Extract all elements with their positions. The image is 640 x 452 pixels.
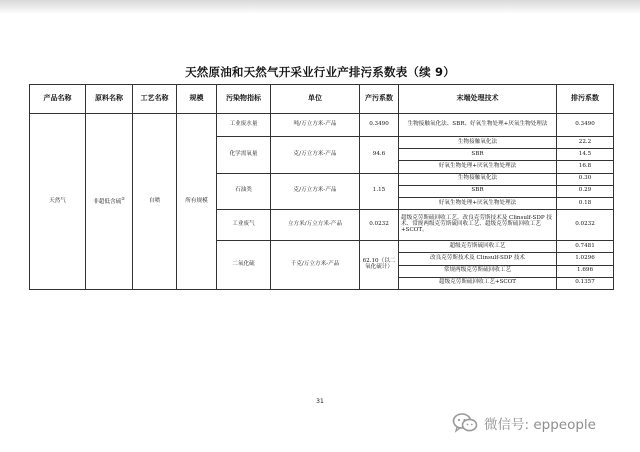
header-material: 原料名称 (86, 85, 133, 114)
treatment-tech: 超级克劳斯硫回收工艺+SCOT (399, 277, 557, 289)
treatment-tech: 改良克劳斯技术及 Clinsulf-SDP 技术 (399, 253, 557, 265)
process-cell: 自喷 (133, 114, 177, 290)
scale-cell: 所有规模 (177, 114, 217, 290)
treatment-tech: 生物接触氧化法 (399, 173, 557, 185)
wechat-logo-icon (452, 412, 478, 434)
pollutant-indicator: 石油类 (217, 173, 271, 210)
emission-factor: 0.29 (557, 185, 614, 197)
header-scale: 规模 (177, 85, 217, 114)
header-pollutant: 污染物指标 (217, 85, 271, 114)
emission-factor: 22.2 (557, 137, 614, 149)
header-treatment: 末端处理技术 (399, 85, 557, 114)
emission-factor: 16.8 (557, 161, 614, 173)
page-top-shadow (0, 0, 640, 14)
watermark-text: 微信号: eppeople (484, 417, 596, 433)
treatment-tech: 好氧生物处理+厌氧生物处理法 (399, 161, 557, 173)
page-number: 31 (316, 398, 324, 405)
emission-factor: 1.696 (557, 265, 614, 277)
treatment-tech: 超级克劳斯硫回收工艺 (399, 241, 557, 253)
treatment-tech: SBR (399, 185, 557, 197)
header-gen-factor: 产污系数 (360, 85, 399, 114)
material-cell (86, 114, 133, 290)
pollutant-indicator: 化学需氧量 (217, 137, 271, 174)
emission-factor: 0.7481 (557, 241, 614, 253)
product-cell: 天然气 (30, 114, 86, 290)
emission-factor: 0.18 (557, 197, 614, 209)
table-title: 天然原油和天然气开采业行业产排污系数表（续 9） (185, 65, 455, 79)
pollutant-gen-factor: 0.3490 (360, 114, 399, 137)
header-unit: 单位 (271, 85, 360, 114)
pollutant-unit: 克/万立方米-产品 (271, 173, 360, 210)
watermark (452, 411, 596, 435)
pollutant-indicator: 工业废气 (217, 210, 271, 241)
pollutant-indicator: 工业废水量 (217, 114, 271, 137)
material-text: 非超低含硫 (93, 198, 122, 205)
emission-factor: 0.1357 (557, 277, 614, 289)
emission-factor: 0.30 (557, 173, 614, 185)
treatment-tech: 超级克劳斯硫回收工艺、改良克劳斯技术及 Clinsulf-SDP 技术、常规两级克劳斯硫回收工艺、超级克劳斯硫回收工艺+SCOT。 (399, 210, 557, 241)
pollutant-unit: 千克/万立方米-产品 (271, 241, 360, 290)
treatment-tech: 生物接触氧化法 (399, 137, 557, 149)
pollutant-unit: 吨/万立方米-产品 (271, 114, 360, 137)
header-process: 工艺名称 (133, 85, 177, 114)
header-row (30, 85, 614, 114)
treatment-tech: SBR (399, 149, 557, 161)
treatment-tech: 常规两级克劳斯硫回收工艺 (399, 265, 557, 277)
emission-factor: 14.5 (557, 149, 614, 161)
pollutant-unit: 克/万立方米-产品 (271, 137, 360, 174)
emission-factor: 1.0296 (557, 253, 614, 265)
pollutant-gen-factor: 1.15 (360, 173, 399, 210)
material-note: ② (121, 196, 125, 202)
pollutant-gen-factor: 94.6 (360, 137, 399, 174)
pollutant-indicator: 二氧化硫 (217, 241, 271, 290)
pollutant-gen-factor: 0.0232 (360, 210, 399, 241)
treatment-tech: 好氧生物处理+厌氧生物处理法 (399, 197, 557, 209)
emission-factor: 0.3490 (557, 114, 614, 137)
pollutant-gen-factor: 62.10（以二氧化硫计） (360, 241, 399, 290)
emission-factor: 0.0232 (557, 210, 614, 241)
treatment-tech: 生物接触氧化法、SBR、好氧生物处理+厌氧生物处理法 (399, 114, 557, 137)
header-emission-factor: 排污系数 (557, 85, 614, 114)
pollutant-unit: 立方米/万立方米-产品 (271, 210, 360, 241)
table-row (30, 114, 614, 137)
emission-factor-table (29, 84, 614, 290)
header-product: 产品名称 (30, 85, 86, 114)
